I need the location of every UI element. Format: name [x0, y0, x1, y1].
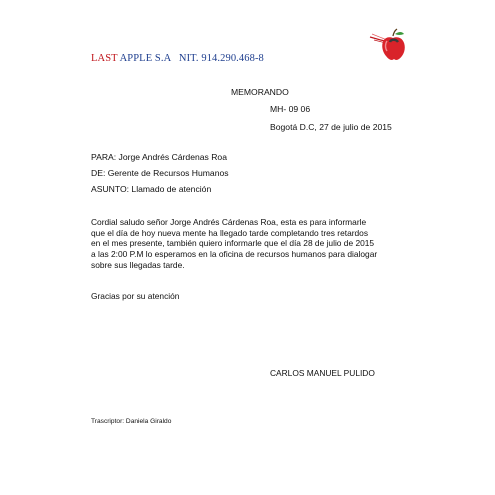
apple-logo-icon [368, 28, 408, 64]
body-line: que el día de hoy nueva mente ha llegado tarde completando tres retardos [91, 227, 369, 238]
signer-name: CARLOS MANUEL PULIDO [270, 368, 375, 378]
body-line: en el mes presente, también quiero informarle que el día 28 de julio de 2015 [91, 238, 375, 249]
memo-title: MEMORANDO [231, 87, 289, 97]
memo-place-date: Bogotá D.C, 27 de julio de 2015 [270, 122, 392, 132]
memo-code: MH- 09 06 [270, 104, 311, 114]
body-line: a las 2:00 P.M lo esperamos en la oficina de recursos humanos para dialogar [91, 249, 378, 260]
body-line: Cordial saludo señor Jorge Andrés Cárdenas Roa, esta es para informarle [91, 217, 367, 227]
company-name-rest: APPLE S.A [117, 53, 171, 64]
recipient-para: PARA: Jorge Andrés Cárdenas Roa [91, 152, 227, 162]
subject-asunto: ASUNTO: Llamado de atención [91, 184, 212, 194]
company-header [91, 53, 264, 64]
sender-de: DE: Gerente de Recursos Humanos [91, 168, 229, 178]
closing-text: Gracias por su atención [91, 291, 180, 301]
transcriptor-line: Trascriptor: Daniela Giraldo [91, 418, 172, 425]
company-nit: NIT. 914.290.468-8 [178, 53, 264, 64]
body-line: sobre sus llegadas tarde. [91, 259, 185, 270]
memo-body [91, 217, 426, 271]
company-name-last: LAST [91, 53, 118, 64]
